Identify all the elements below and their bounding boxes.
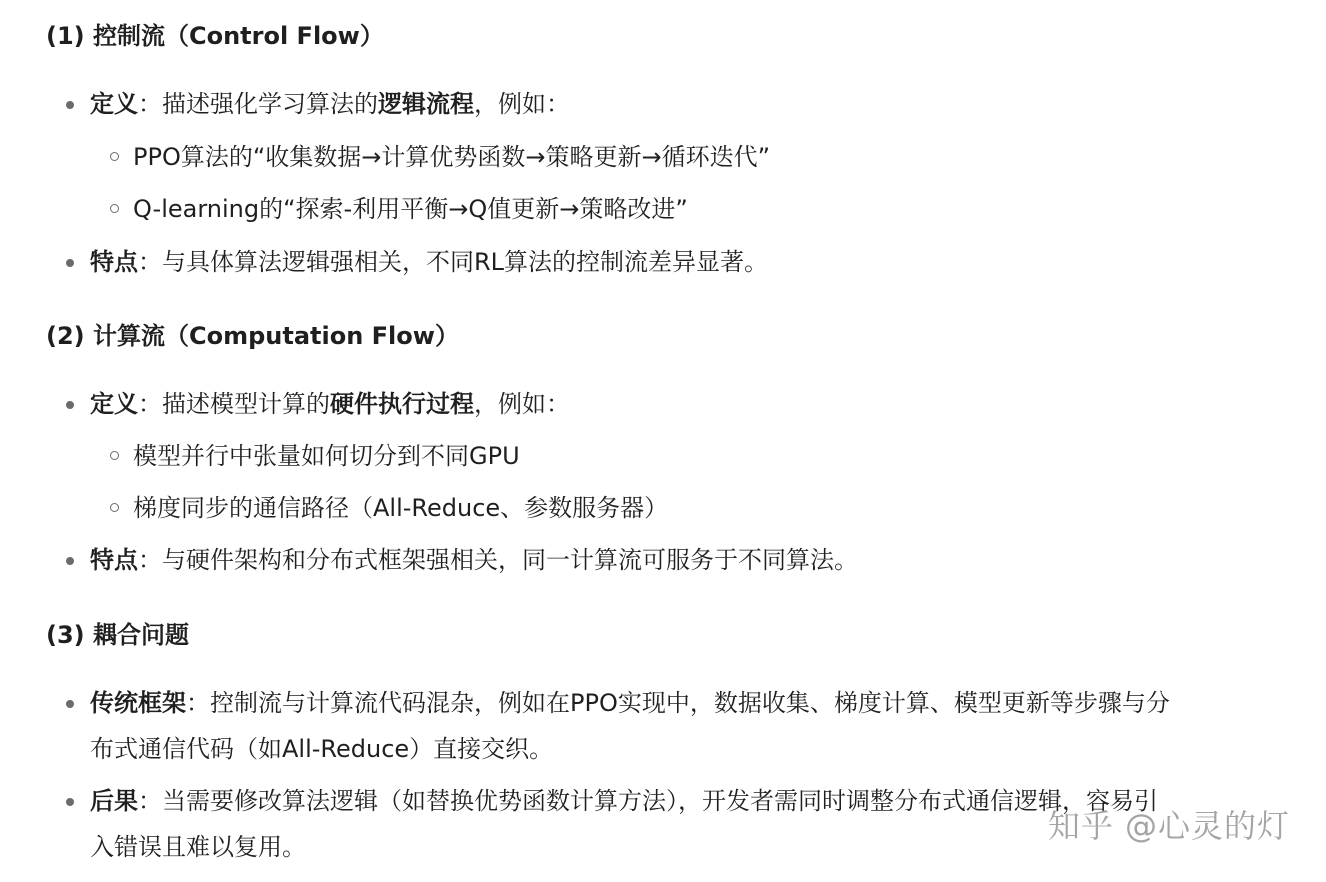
item-separator: ： [138,90,162,118]
item-label: 定义 [90,390,138,418]
item-label: 后果 [90,787,138,815]
bullet-dot [66,259,74,267]
item-text-continued: 布式通信代码（如All-Reduce）直接交织。 [90,735,554,763]
item-text: 与硬件架构和分布式框架强相关，同一计算流可服务于不同算法。 [162,546,858,574]
item-emphasis: 逻辑流程 [378,90,474,118]
bullet-circle [110,152,119,161]
item-text: 描述模型计算的 [162,390,330,418]
item-emphasis: 硬件执行过程 [330,390,474,418]
item-text-continued: 入错误且难以复用。 [90,833,306,861]
item-label: 特点 [90,248,138,276]
watermark: 知乎 @心灵的灯 [1047,807,1290,845]
item-text-tail: ，例如： [474,90,570,118]
bullet-dot [66,401,74,409]
bullet-dot [66,557,74,565]
bullet-dot [66,798,74,806]
sub-item-text: PPO算法的“收集数据→计算优势函数→策略更新→循环迭代” [133,143,771,171]
bullet-dot [66,101,74,109]
bullet-circle [110,503,119,512]
bullet-circle [110,451,119,460]
sub-item-text: 模型并行中张量如何切分到不同GPU [133,442,520,470]
item-text: 与具体算法逻辑强相关，不同RL算法的控制流差异显著。 [162,248,769,276]
sub-item-text: 梯度同步的通信路径（All-Reduce、参数服务器） [133,494,669,522]
item-text: 当需要修改算法逻辑（如替换优势函数计算方法），开发者需同时调整分布式通信逻辑，容易引 [162,787,1158,815]
section-heading-computation-flow: (2) 计算流（Computation Flow） [46,322,459,350]
item-label: 传统框架 [90,689,186,717]
item-label: 定义 [90,90,138,118]
item-separator: ： [138,546,162,574]
item-label: 特点 [90,546,138,574]
item-text: 描述强化学习算法的 [162,90,378,118]
item-separator: ： [138,390,162,418]
item-separator: ： [186,689,210,717]
section-heading-coupling: (3) 耦合问题 [46,621,189,649]
item-text: 控制流与计算流代码混杂，例如在PPO实现中，数据收集、梯度计算、模型更新等步骤与分 [210,689,1170,717]
bullet-circle [110,204,119,213]
section-heading-control-flow: (1) 控制流（Control Flow） [46,22,384,50]
bullet-dot [66,700,74,708]
item-separator: ： [138,787,162,815]
sub-item-text: Q-learning的“探索-利用平衡→Q值更新→策略改进” [133,195,688,223]
item-text-tail: ，例如： [474,390,570,418]
item-separator: ： [138,248,162,276]
